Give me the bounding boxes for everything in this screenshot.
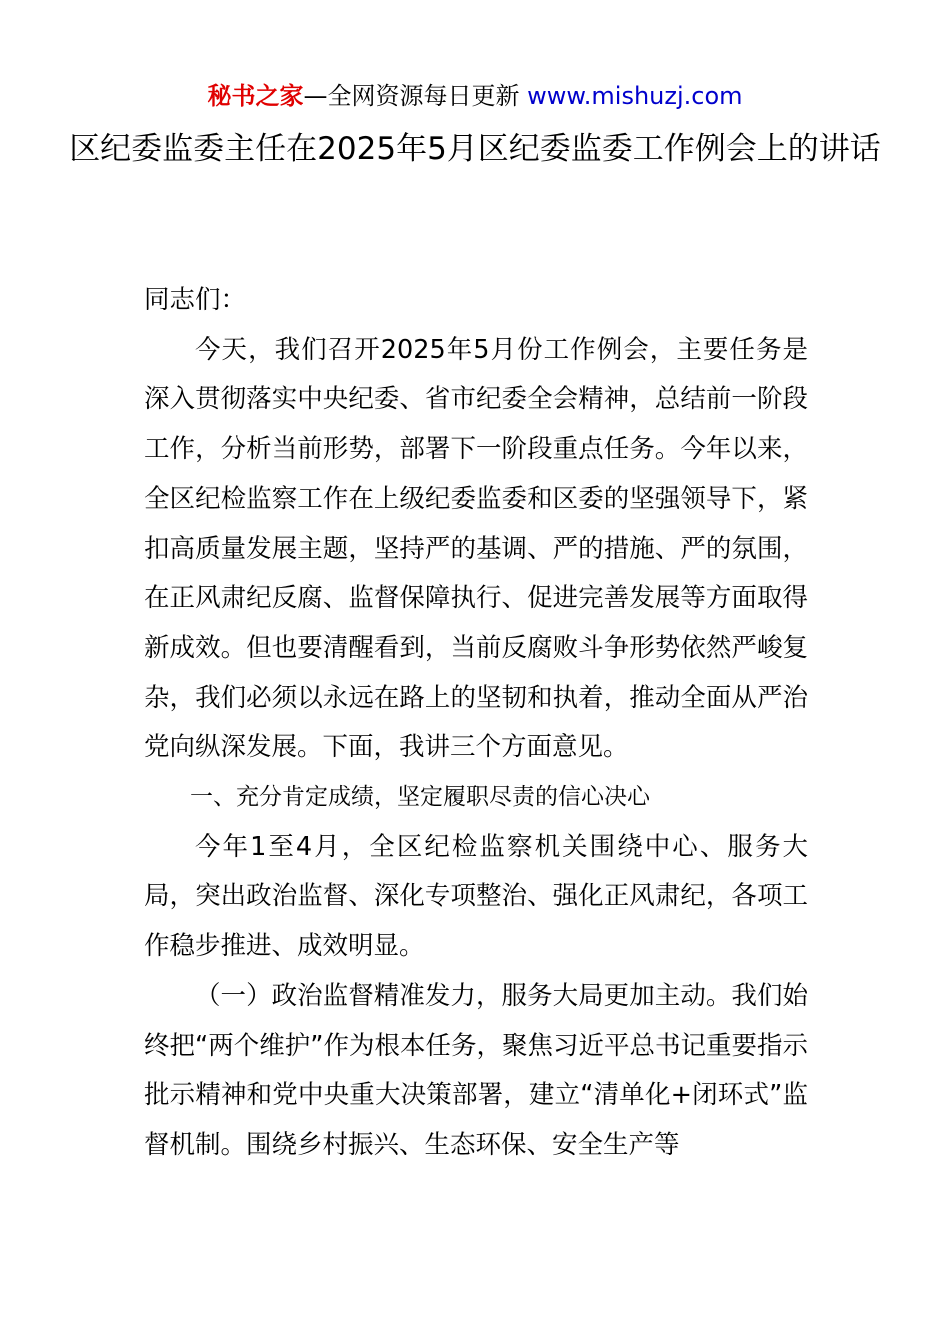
watermark-header xyxy=(0,78,950,114)
site-url[interactable]: www.mishuzj.com xyxy=(527,82,743,110)
brand-name: 秘书之家 xyxy=(207,82,304,110)
section-heading: 一、充分肯定成绩，坚定履职尽责的信心决心 xyxy=(190,784,650,811)
document-title: 区纪委监委主任在2025年5月区纪委监委工作例会上的讲话 xyxy=(69,131,881,167)
document-body xyxy=(144,276,808,1171)
paragraph-political-supervision: （一）政治监督精准发力，服务大局更加主动。我们始终把“两个维护”作为根本任务，聚焦习近平总书记重要指示批示精神和党中央重大决策部署，建立“清单化+闭环式”监督机制。围绕乡村振兴、生态环保、安全生产等 xyxy=(144,980,808,1160)
brand-tagline: —全网资源每日更新 xyxy=(303,82,528,110)
paragraph-intro: 今天，我们召开2025年5月份工作例会，主要任务是深入贯彻落实中央纪委、省市纪委全会精神，总结前一阶段工作，分析当前形势，部署下一阶段重点任务。今年以来，全区纪检监察工作在上级纪委监委和区委的坚强领导下，紧扣高质量发展主题，坚持严的基调、严的措施、严的氛围，在正风肃纪反腐、监督保障执行、促进完善发展等方面取得新成效。但也要清醒看到，当前反腐败斗争形势依然严峻复杂，我们必须以永远在路上的坚韧和执着，推动全面从严治党向纵深发展。下面，我讲三个方面意见。 xyxy=(144,334,808,763)
salutation: 同志们： xyxy=(144,285,247,315)
paragraph-achievements: 今年1至4月，全区纪检监察机关围绕中心、服务大局，突出政治监督、深化专项整治、强化正风肃纪，各项工作稳步推进、成效明显。 xyxy=(144,831,808,962)
